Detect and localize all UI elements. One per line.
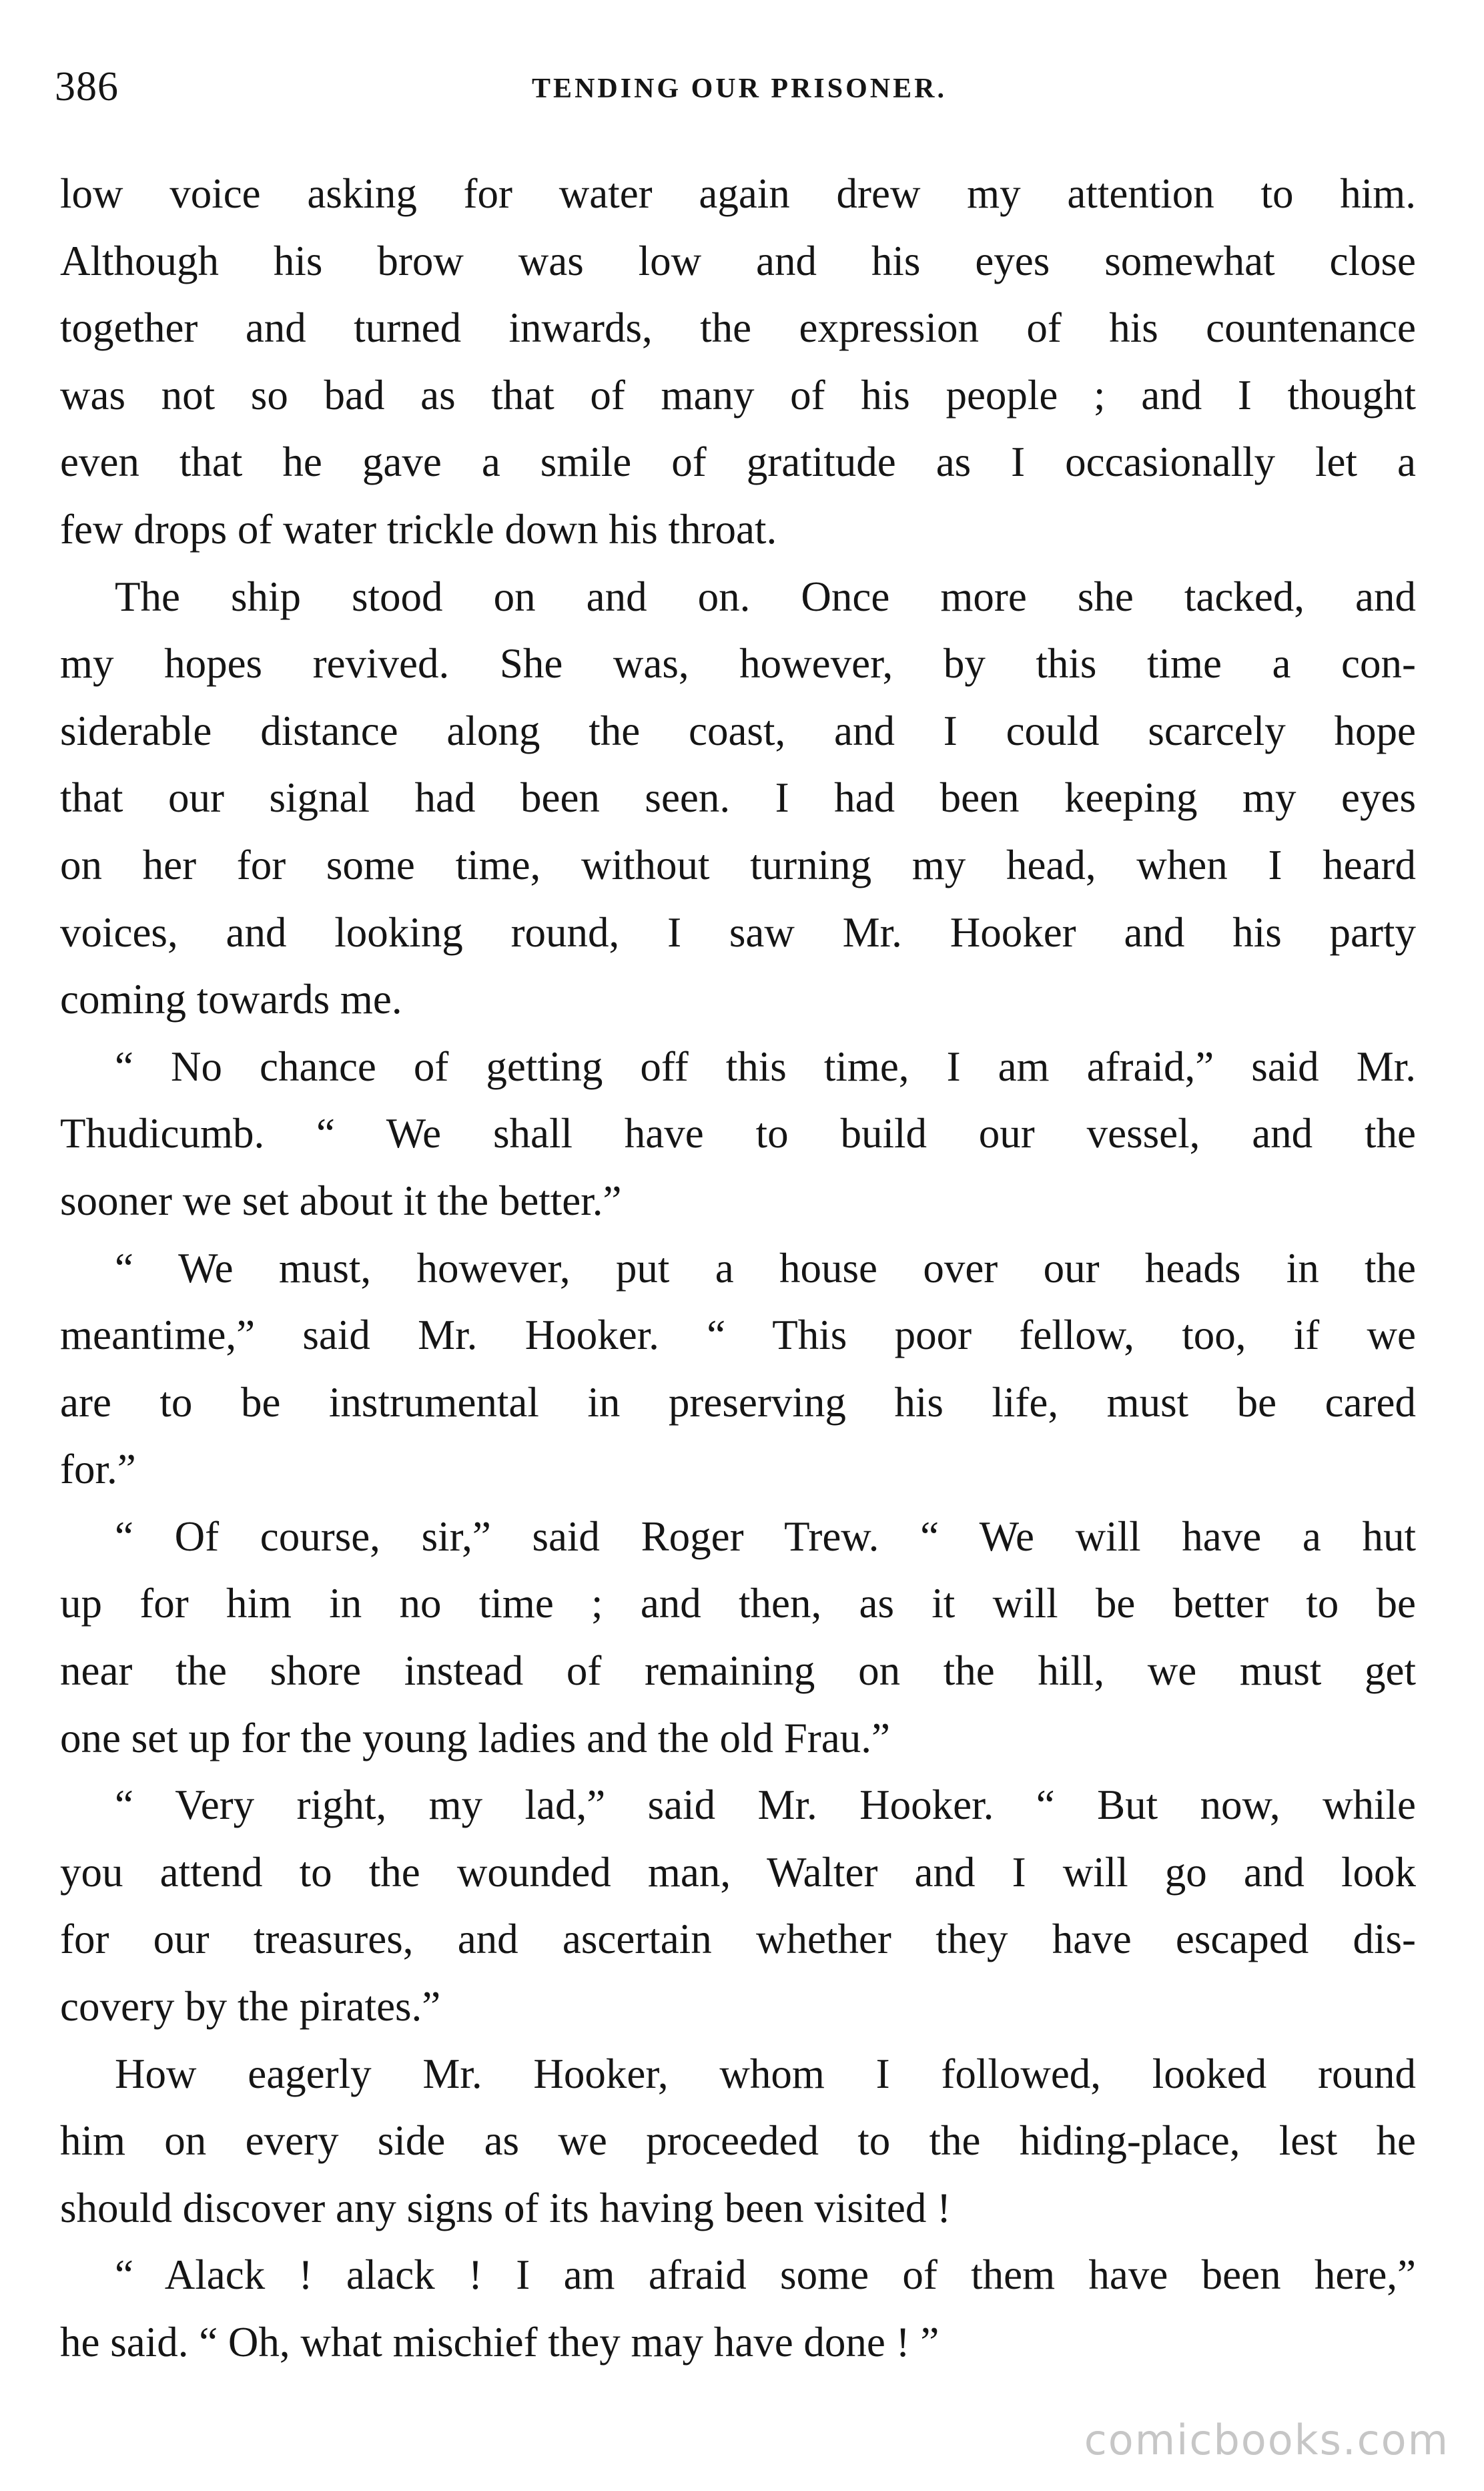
text-line: that our signal had been seen. I had been keeping my eyes <box>60 774 1416 822</box>
text-line: should discover any signs of its having been visited ! <box>60 2184 952 2231</box>
watermark: comicbooks.com <box>1084 2416 1449 2464</box>
page-number: 386 <box>55 64 119 109</box>
text-line: my hopes revived. She was, however, by this time a con- <box>60 640 1416 687</box>
text-line: The ship stood on and on. Once more she tacked, and <box>115 573 1416 620</box>
text-line: one set up for the young ladies and the old Frau.” <box>60 1714 890 1761</box>
body-text <box>60 160 1416 2376</box>
text-line: How eagerly Mr. Hooker, whom I followed, looked round <box>115 2050 1416 2097</box>
text-line: you attend to the wounded man, Walter and I will go and look <box>60 1848 1416 1896</box>
running-head: TENDING OUR PRISONER. <box>532 73 947 104</box>
text-line: meantime,” said Mr. Hooker. “ This poor fellow, too, if we <box>60 1312 1416 1359</box>
text-line: are to be instrumental in preserving his life, must be cared <box>60 1378 1416 1426</box>
text-line: “ No chance of getting off this time, I am afraid,” said Mr. <box>115 1043 1416 1090</box>
text-line: “ Of course, sir,” said Roger Trew. “ We will have a hut <box>115 1512 1416 1560</box>
text-line: siderable distance along the coast, and I could scarcely hope <box>60 707 1416 754</box>
text-line: on her for some time, without turning my head, when I heard <box>60 841 1416 888</box>
text-line: sooner we set about it the better.” <box>60 1177 622 1224</box>
text-line: “ Very right, my lad,” said Mr. Hooker. “ But now, while <box>115 1781 1416 1829</box>
text-line: even that he gave a smile of gratitude as I occasionally let a <box>60 439 1416 486</box>
text-line: up for him in no time ; and then, as it will be better to be <box>60 1580 1416 1627</box>
text-line: “ Alack ! alack ! I am afraid some of them have been here,” <box>115 2251 1416 2299</box>
text-line: Although his brow was low and his eyes somewhat close <box>60 237 1416 284</box>
text-line: coming towards me. <box>60 976 402 1023</box>
text-line: few drops of water trickle down his throat. <box>60 505 777 553</box>
text-line: him on every side as we proceeded to the hiding-place, lest he <box>60 2117 1416 2165</box>
text-line: near the shore instead of remaining on the hill, we must get <box>60 1647 1416 1695</box>
text-line: together and turned inwards, the expression of his countenance <box>60 304 1416 352</box>
text-line: voices, and looking round, I saw Mr. Hooker and his party <box>60 908 1416 956</box>
text-line: for our treasures, and ascertain whether they have escaped dis- <box>60 1916 1416 1963</box>
page-header <box>55 60 1424 120</box>
text-line: for.” <box>60 1446 136 1493</box>
text-line: low voice asking for water again drew my attention to him. <box>60 170 1416 217</box>
text-line: “ We must, however, put a house over our heads in the <box>115 1244 1416 1292</box>
text-line: he said. “ Oh, what mischief they may have done ! ” <box>60 2319 940 2366</box>
text-line: Thudicumb. “ We shall have to build our vessel, and the <box>60 1110 1416 1157</box>
text-line: covery by the pirates.” <box>60 1983 441 2030</box>
text-line: was not so bad as that of many of his people ; and I thought <box>60 371 1416 419</box>
